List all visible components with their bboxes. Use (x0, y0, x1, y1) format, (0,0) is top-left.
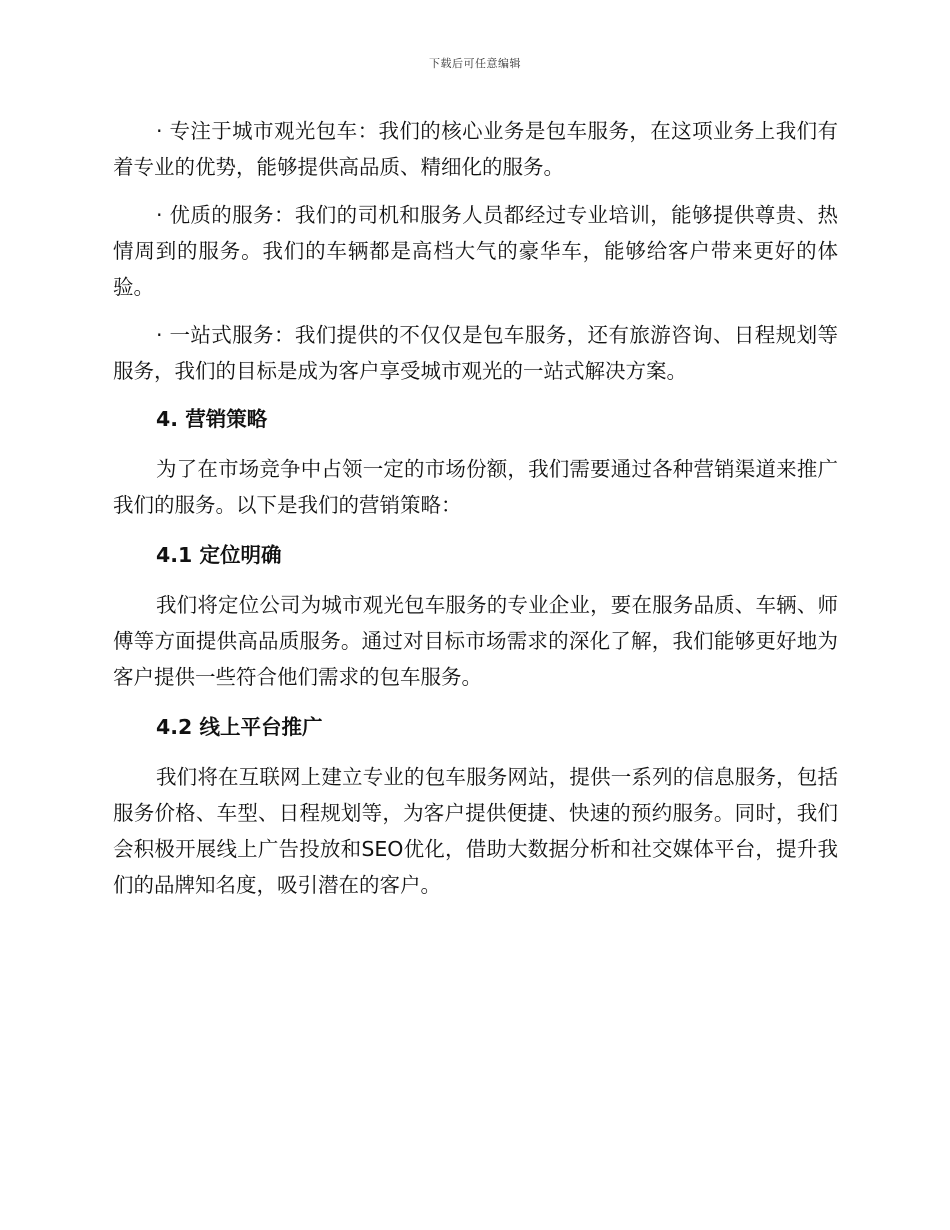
bullet-one-stop-service: · 一站式服务：我们提供的不仅仅是包车服务，还有旅游咨询、日程规划等服务，我们的目标是成为客户享受城市观光的一站式解决方案。 (113, 323, 838, 383)
bullet-quality-service: · 优质的服务：我们的司机和服务人员都经过专业培训，能够提供尊贵、热情周到的服务。我们的车辆都是高档大气的豪华车，能够给客户带来更好的体验。 (113, 203, 838, 299)
online-promotion-paragraph: 我们将在互联网上建立专业的包车服务网站，提供一系列的信息服务，包括服务价格、车型、日程规划等，为客户提供便捷、快速的预约服务。同时，我们会积极开展线上广告投放和SEO优化，借助大数据分析和社交媒体平台，提升我们的品牌知名度，吸引潜在的客户。 (113, 765, 838, 897)
positioning-paragraph: 我们将定位公司为城市观光包车服务的专业企业，要在服务品质、车辆、师傅等方面提供高品质服务。通过对目标市场需求的深化了解，我们能够更好地为客户提供一些符合他们需求的包车服务。 (113, 593, 838, 689)
subsection-heading-positioning: 4.1 定位明确 (156, 543, 282, 567)
bullet-specialization: · 专注于城市观光包车：我们的核心业务是包车服务，在这项业务上我们有着专业的优势，能够提供高品质、精细化的服务。 (113, 119, 838, 179)
marketing-intro-paragraph: 为了在市场竞争中占领一定的市场份额，我们需要通过各种营销渠道来推广我们的服务。以下是我们的营销策略： (113, 457, 838, 517)
document-body (113, 113, 838, 917)
page-header-note: 下载后可任意编辑 (429, 57, 521, 70)
section-heading-marketing-strategy: 4. 营销策略 (156, 407, 268, 431)
subsection-heading-online-promotion: 4.2 线上平台推广 (156, 715, 323, 739)
